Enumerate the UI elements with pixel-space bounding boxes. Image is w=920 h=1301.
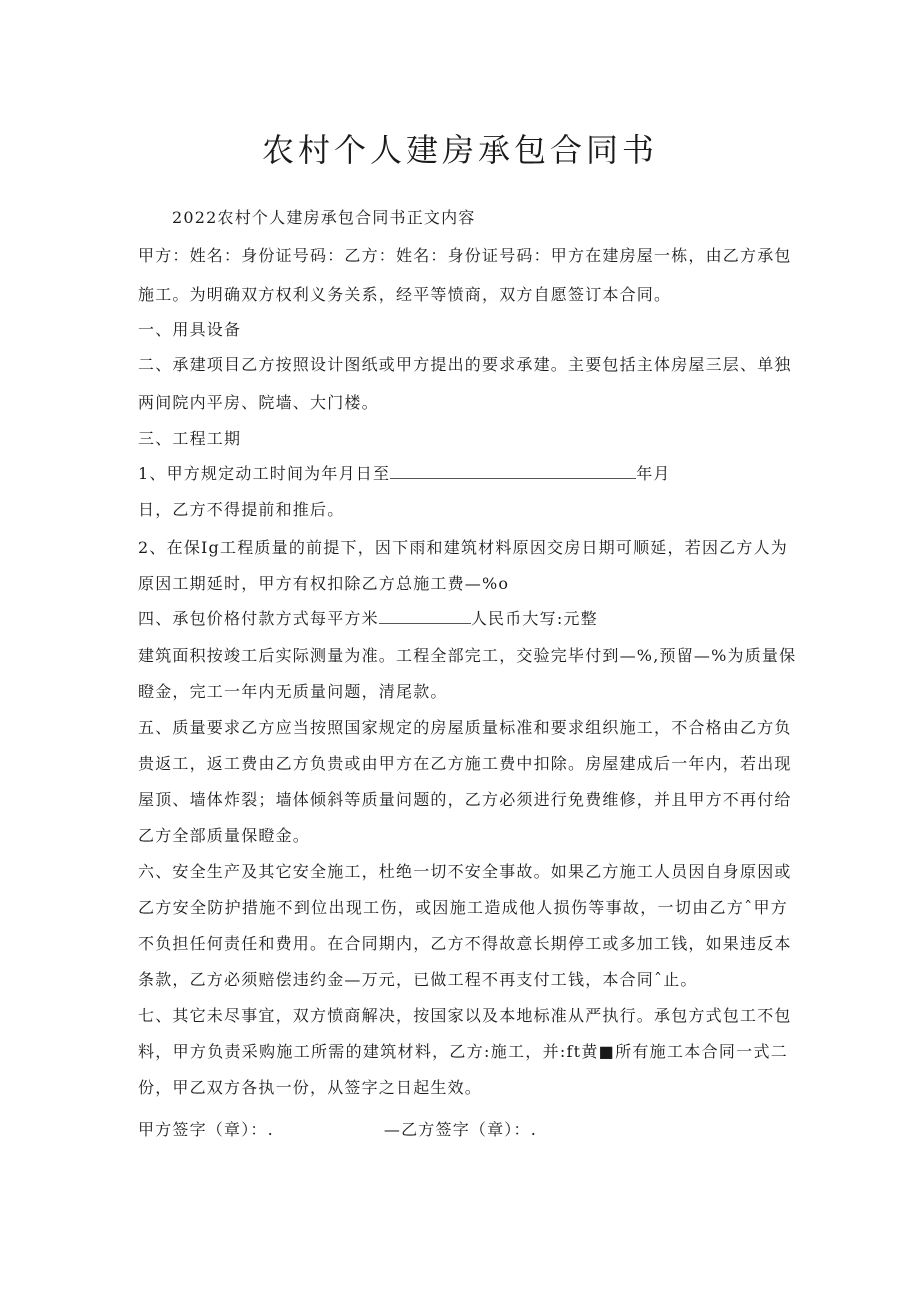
paragraph-line: 甲方：姓名：身份证号码：乙方：姓名：身份证号码：甲方在建房屋一栋，由乙方承包 bbox=[138, 246, 792, 265]
document-title: 农村个人建房承包合同书 bbox=[261, 131, 658, 169]
fill-blank bbox=[390, 462, 636, 479]
section-heading: 一、用具设备 bbox=[138, 320, 242, 339]
signature-line bbox=[138, 1118, 788, 1142]
paragraph-line: 屋顶、墙体炸裂；墙体倾斜等质量问题的，乙方必须进行免费维修，并且甲方不再付给 bbox=[138, 790, 792, 809]
paragraph-line: 2、在保Ig工程质量的前提下，因下雨和建筑材料原因交房日期可顺延，若因乙方人为 bbox=[138, 538, 788, 557]
section-heading: 三、工程工期 bbox=[138, 429, 242, 448]
clause-text: 四、承包价格付款方式每平方米 bbox=[138, 609, 379, 628]
party-a-signature: 甲方签字（章）：. bbox=[138, 1120, 274, 1139]
paragraph-line: 两间院内平房、院墙、大门楼。 bbox=[138, 393, 379, 412]
paragraph-line: 乙方安全防护措施不到位出现工伤，或因施工造成他人损伤等事故，一切由乙方ˆ甲方 bbox=[138, 898, 788, 917]
clause-text: 人民币大写:元整 bbox=[470, 609, 598, 628]
clause-text: 1、甲方规定动工时间为年月日至 bbox=[138, 464, 391, 483]
paragraph-line: 原因工期延时，甲方有权扣除乙方总施工费—%o bbox=[138, 574, 510, 593]
paragraph-line: 乙方全部质量保瞪金。 bbox=[138, 826, 311, 845]
clause-text: 年月 bbox=[636, 464, 671, 483]
paragraph-line: 料，甲方负责采购施工所需的建筑材料，乙方:施工，并:ft黄■所有施工本合同一式二 bbox=[138, 1042, 788, 1061]
paragraph-line: 贵返工，返工费由乙方负贵或由甲方在乙方施工费中扣除。房屋建成后一年内，若出现 bbox=[138, 754, 792, 773]
document-subtitle: 2022农村个人建房承包合同书正文内容 bbox=[172, 208, 476, 227]
paragraph-line: 条款，乙方必须赔偿违约金—万元，已做工程不再支付工钱，本合同ˆ止。 bbox=[138, 970, 698, 989]
party-b-signature: —乙方签字（章）：. bbox=[383, 1120, 537, 1139]
paragraph-line: 二、承建项目乙方按照设计图纸或甲方提出的要求承建。主要包括主体房屋三层、单独 bbox=[138, 355, 792, 374]
paragraph-line bbox=[138, 607, 788, 631]
paragraph-line: 日，乙方不得提前和推后。 bbox=[138, 500, 345, 519]
paragraph-line: 施工。为明确双方权利义务关系，经平等愤商，双方自愿签订本合同。 bbox=[138, 285, 672, 304]
paragraph-line: 份，甲乙双方各执一份，从签字之日起生效。 bbox=[138, 1078, 483, 1097]
fill-blank bbox=[379, 607, 471, 624]
paragraph-line: 五、质量要求乙方应当按照国家规定的房屋质量标准和要求组织施工，不合格由乙方负 bbox=[138, 718, 792, 737]
paragraph-line: 建筑面积按竣工后实际测量为准。工程全部完工，交验完毕付到—%,预留—%为质量保 bbox=[138, 646, 797, 665]
paragraph-line: 瞪金，完工一年内无质量问题，清尾款。 bbox=[138, 682, 448, 701]
paragraph-line bbox=[138, 462, 788, 486]
paragraph-line: 六、安全生产及其它安全施工，杜绝一切不安全事故。如果乙方施工人员因自身原因或 bbox=[138, 862, 792, 881]
paragraph-line: 七、其它未尽事宜，双方愤商解决，按国家以及本地标准从严执行。承包方式包工不包 bbox=[138, 1006, 792, 1025]
paragraph-line: 不负担任何责任和费用。在合同期内，乙方不得故意长期停工或多加工钱，如果违反本 bbox=[138, 934, 792, 953]
